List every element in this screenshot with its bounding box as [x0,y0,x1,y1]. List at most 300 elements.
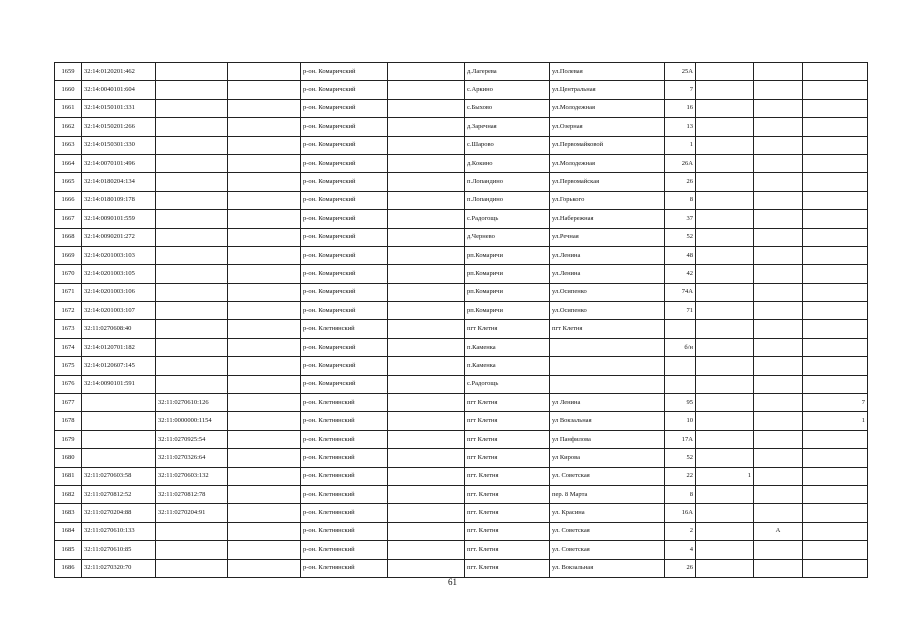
cell-settlement: пгт Клетня [465,449,550,467]
table-row [55,283,868,301]
cell-extra-3 [803,265,868,283]
cell-street: ул.Первомайская [550,173,665,191]
cell-row-number: 1674 [55,338,82,356]
cell-extra-2 [754,81,803,99]
cell-house-number: 8 [665,191,696,209]
cell-street: ул.Озерная [550,118,665,136]
cell-cadastral-number-2 [156,63,228,81]
cell-extra-1 [696,81,754,99]
cell-empty [228,559,301,577]
cell-house-number: 1 [665,136,696,154]
cell-house-number: 22 [665,467,696,485]
cell-extra-3 [803,449,868,467]
cell-empty [388,136,465,154]
cell-street [550,375,665,393]
cell-cadastral-number-2: 32:11:0270610:126 [156,394,228,412]
cell-extra-1 [696,210,754,228]
table-row [55,136,868,154]
cell-row-number: 1669 [55,246,82,264]
cell-row-number: 1661 [55,99,82,117]
cell-empty [228,504,301,522]
cell-street: ул. Советская [550,522,665,540]
cell-district: р-он. Комаричский [301,283,388,301]
cell-house-number: 7 [665,81,696,99]
cell-empty [228,522,301,540]
cell-empty [388,246,465,264]
cell-house-number: 8 [665,485,696,503]
cell-extra-2 [754,449,803,467]
cell-cadastral-number: 32:14:0090101:559 [82,210,156,228]
cell-cadastral-number: 32:14:0120701:182 [82,338,156,356]
cell-settlement: пгт. Клетня [465,559,550,577]
cell-row-number: 1679 [55,430,82,448]
cell-street: ул.Молодежная [550,154,665,172]
cell-extra-1 [696,136,754,154]
cell-cadastral-number: 32:14:0090101:591 [82,375,156,393]
cell-district: р-он. Комаричский [301,191,388,209]
cell-house-number: 48 [665,246,696,264]
cell-street: ул. Красина [550,504,665,522]
cell-extra-2 [754,541,803,559]
cell-cadastral-number-2 [156,302,228,320]
cell-settlement: рп.Комаричи [465,246,550,264]
cell-settlement: пгт Клетня [465,394,550,412]
cell-district: р-он. Клетнянский [301,412,388,430]
cell-extra-1 [696,99,754,117]
cell-street: ул.Первомайковой [550,136,665,154]
cell-district: р-он. Клетнянский [301,559,388,577]
cell-row-number: 1665 [55,173,82,191]
cell-row-number: 1676 [55,375,82,393]
cell-empty [228,228,301,246]
cell-settlement: п.Лопандино [465,191,550,209]
cell-settlement: с.Шарово [465,136,550,154]
cell-house-number: 42 [665,265,696,283]
cell-settlement: п.Каменка [465,338,550,356]
cell-extra-3 [803,504,868,522]
table-row [55,63,868,81]
cell-extra-3 [803,338,868,356]
cell-cadastral-number: 32:14:0150301:330 [82,136,156,154]
cell-extra-1: 1 [696,467,754,485]
cell-district: р-он. Комаричский [301,210,388,228]
cell-extra-2 [754,246,803,264]
cell-extra-3 [803,559,868,577]
cell-row-number: 1663 [55,136,82,154]
cell-extra-2 [754,228,803,246]
cell-cadastral-number-2 [156,173,228,191]
cell-empty [388,302,465,320]
cell-district: р-он. Клетнянский [301,485,388,503]
cell-row-number: 1684 [55,522,82,540]
cell-settlement: д.Заречная [465,118,550,136]
cell-district: р-он. Комаричский [301,136,388,154]
cell-cadastral-number: 32:14:0040101:604 [82,81,156,99]
cell-extra-3 [803,81,868,99]
cell-extra-3 [803,541,868,559]
cell-empty [388,283,465,301]
cell-settlement: д.Лагерева [465,63,550,81]
cell-empty [388,265,465,283]
cell-extra-1 [696,265,754,283]
cell-cadastral-number: 32:14:0201003:103 [82,246,156,264]
cell-row-number: 1662 [55,118,82,136]
cell-extra-1 [696,522,754,540]
cell-extra-2 [754,485,803,503]
cell-extra-2 [754,99,803,117]
cell-district: р-он. Комаричский [301,154,388,172]
table-row [55,394,868,412]
cell-empty [388,485,465,503]
cell-extra-1 [696,302,754,320]
cell-house-number: 71 [665,302,696,320]
cell-district: р-он. Клетнянский [301,467,388,485]
cell-street: ул.Ленина [550,246,665,264]
cell-house-number: 52 [665,449,696,467]
cell-cadastral-number: 32:14:0201003:105 [82,265,156,283]
cell-street: ул Ленина [550,394,665,412]
table-row [55,412,868,430]
cell-cadastral-number: 32:11:0270610:133 [82,522,156,540]
cell-extra-2 [754,173,803,191]
cell-empty [388,375,465,393]
cell-extra-2 [754,357,803,375]
cell-empty [388,320,465,338]
cell-extra-1 [696,559,754,577]
cell-settlement: д.Кокино [465,154,550,172]
table-row [55,449,868,467]
cell-cadastral-number: 32:14:0090201:272 [82,228,156,246]
cell-street: ул.Осипенко [550,302,665,320]
cell-empty [228,485,301,503]
cell-empty [388,210,465,228]
cell-empty [228,118,301,136]
cell-cadastral-number: 32:11:0270603:58 [82,467,156,485]
table-row [55,191,868,209]
cell-empty [388,449,465,467]
cell-street: ул. Советская [550,541,665,559]
cell-empty [388,394,465,412]
cell-house-number: 26А [665,154,696,172]
cell-empty [388,173,465,191]
cell-district: р-он. Комаричский [301,118,388,136]
cell-cadastral-number: 32:14:0150101:331 [82,99,156,117]
cell-cadastral-number [82,430,156,448]
cell-extra-3 [803,302,868,320]
cell-street: ул Вокзальная [550,412,665,430]
cell-street: ул. Вокзальная [550,559,665,577]
cell-cadastral-number: 32:14:0150201:266 [82,118,156,136]
cell-district: р-он. Комаричский [301,375,388,393]
cell-district: р-он. Комаричский [301,81,388,99]
cell-settlement: пгт. Клетня [465,522,550,540]
cell-district: р-он. Комаричский [301,338,388,356]
cell-cadastral-number-2 [156,541,228,559]
cell-cadastral-number-2 [156,320,228,338]
cell-cadastral-number: 32:14:0120607:145 [82,357,156,375]
cell-cadastral-number-2 [156,99,228,117]
cell-settlement: рп.Комаричи [465,302,550,320]
cell-district: р-он. Комаричский [301,228,388,246]
cell-extra-2 [754,320,803,338]
cell-cadastral-number-2 [156,81,228,99]
cell-extra-1 [696,357,754,375]
cell-empty [388,559,465,577]
cell-extra-1 [696,485,754,503]
cell-cadastral-number [82,449,156,467]
cell-cadastral-number-2 [156,265,228,283]
table-row [55,430,868,448]
cell-extra-1 [696,412,754,430]
cell-settlement: рп.Комаричи [465,265,550,283]
cell-empty [228,99,301,117]
table-body [55,63,868,578]
cell-extra-1 [696,541,754,559]
cell-cadastral-number-2 [156,154,228,172]
cell-cadastral-number-2 [156,191,228,209]
cell-extra-3: 1 [803,412,868,430]
cell-street: ул. Советская [550,467,665,485]
cell-row-number: 1671 [55,283,82,301]
cell-extra-1 [696,191,754,209]
cell-cadastral-number: 32:14:0201003:106 [82,283,156,301]
table-row [55,81,868,99]
cell-district: р-он. Комаричский [301,265,388,283]
cell-house-number: 95 [665,394,696,412]
cell-district: р-он. Клетнянский [301,504,388,522]
cell-empty [228,320,301,338]
table-row [55,173,868,191]
cell-empty [388,228,465,246]
cell-district: р-он. Комаричский [301,246,388,264]
cell-house-number: 25А [665,63,696,81]
cell-empty [228,81,301,99]
cell-row-number: 1667 [55,210,82,228]
cell-settlement: с.Аркино [465,81,550,99]
cell-empty [228,430,301,448]
table-row [55,467,868,485]
cell-cadastral-number-2 [156,357,228,375]
cell-settlement: пгт Клетня [465,412,550,430]
cell-extra-2 [754,504,803,522]
cell-empty [388,191,465,209]
cell-empty [228,136,301,154]
cell-extra-1 [696,228,754,246]
cell-cadastral-number: 32:11:0270812:52 [82,485,156,503]
cell-empty [228,375,301,393]
cell-extra-2 [754,430,803,448]
cell-street: ул.Центральная [550,81,665,99]
cell-street [550,357,665,375]
table-row [55,154,868,172]
cell-extra-3 [803,467,868,485]
table-row [55,375,868,393]
cell-empty [228,210,301,228]
cell-district: р-он. Комаричский [301,357,388,375]
address-registry-table [54,62,868,578]
cell-empty [228,412,301,430]
cell-empty [388,154,465,172]
cell-cadastral-number-2: 32:11:0270603:132 [156,467,228,485]
cell-extra-2 [754,118,803,136]
cell-street: ул.Горького [550,191,665,209]
cell-street: ул.Полевая [550,63,665,81]
cell-street: ул.Набережная [550,210,665,228]
cell-settlement: пгт Клетня [465,320,550,338]
table-row [55,118,868,136]
cell-empty [228,357,301,375]
cell-district: р-он. Клетнянский [301,394,388,412]
cell-extra-1 [696,375,754,393]
cell-cadastral-number: 32:14:0201003:107 [82,302,156,320]
cell-empty [388,541,465,559]
cell-cadastral-number [82,394,156,412]
table-row [55,210,868,228]
cell-empty [228,449,301,467]
cell-cadastral-number [82,412,156,430]
cell-house-number [665,320,696,338]
cell-extra-3 [803,136,868,154]
table-row [55,485,868,503]
cell-extra-3 [803,154,868,172]
cell-district: р-он. Комаричский [301,173,388,191]
cell-house-number [665,375,696,393]
cell-settlement: с.Быхово [465,99,550,117]
cell-settlement: пгт. Клетня [465,485,550,503]
cell-extra-2 [754,338,803,356]
cell-row-number: 1681 [55,467,82,485]
cell-cadastral-number-2 [156,246,228,264]
cell-empty [228,173,301,191]
cell-extra-2 [754,191,803,209]
cell-extra-1 [696,118,754,136]
table-row [55,338,868,356]
cell-cadastral-number-2: 32:11:0270326:64 [156,449,228,467]
cell-extra-3 [803,357,868,375]
cell-empty [388,357,465,375]
cell-extra-3 [803,485,868,503]
cell-empty [388,504,465,522]
cell-empty [388,467,465,485]
cell-cadastral-number-2: 32:11:0000000:1154 [156,412,228,430]
cell-street: ул.Ленина [550,265,665,283]
cell-cadastral-number: 32:11:0270320:70 [82,559,156,577]
cell-district: р-он. Клетнянский [301,522,388,540]
cell-street: пгт Клетня [550,320,665,338]
cell-street: ул Панфилова [550,430,665,448]
cell-empty [228,394,301,412]
cell-extra-3 [803,430,868,448]
cell-district: р-он. Клетнянский [301,541,388,559]
table-row [55,99,868,117]
cell-row-number: 1670 [55,265,82,283]
cell-row-number: 1682 [55,485,82,503]
cell-row-number: 1686 [55,559,82,577]
cell-empty [228,302,301,320]
table-row [55,320,868,338]
cell-street: ул Кирова [550,449,665,467]
cell-empty [388,81,465,99]
cell-house-number: 37 [665,210,696,228]
cell-house-number: 2 [665,522,696,540]
cell-extra-2 [754,412,803,430]
cell-house-number: 52 [665,228,696,246]
cell-extra-1 [696,173,754,191]
cell-settlement: рп.Комаричи [465,283,550,301]
page-number: 61 [448,577,457,587]
cell-cadastral-number-2 [156,118,228,136]
cell-extra-3 [803,246,868,264]
cell-row-number: 1659 [55,63,82,81]
cell-extra-3 [803,210,868,228]
cell-settlement: п.Каменка [465,357,550,375]
cell-extra-1 [696,154,754,172]
cell-empty [388,99,465,117]
cell-extra-2 [754,136,803,154]
cell-extra-3 [803,118,868,136]
cell-house-number: 26 [665,173,696,191]
cell-extra-1 [696,449,754,467]
cell-extra-3 [803,375,868,393]
cell-extra-2 [754,375,803,393]
table-row [55,228,868,246]
cell-district: р-он. Клетнянский [301,430,388,448]
cell-empty [388,338,465,356]
cell-cadastral-number-2 [156,283,228,301]
cell-house-number: 26 [665,559,696,577]
cell-cadastral-number-2 [156,559,228,577]
cell-extra-3 [803,63,868,81]
cell-row-number: 1672 [55,302,82,320]
table-row [55,541,868,559]
cell-extra-1 [696,430,754,448]
cell-district: р-он. Клетнянский [301,320,388,338]
cell-extra-3 [803,99,868,117]
cell-house-number: 13 [665,118,696,136]
cell-district: р-он. Комаричский [301,63,388,81]
cell-district: р-он. Клетнянский [301,449,388,467]
cell-extra-1 [696,338,754,356]
cell-empty [228,283,301,301]
cell-extra-2 [754,467,803,485]
cell-extra-2 [754,302,803,320]
cell-extra-3 [803,283,868,301]
cell-extra-2 [754,394,803,412]
cell-empty [388,63,465,81]
cell-cadastral-number: 32:14:0180204:134 [82,173,156,191]
cell-row-number: 1685 [55,541,82,559]
cell-cadastral-number-2: 32:11:0270812:78 [156,485,228,503]
cell-settlement: с.Радогощь [465,210,550,228]
cell-house-number: 10 [665,412,696,430]
cell-extra-1 [696,320,754,338]
cell-row-number: 1683 [55,504,82,522]
cell-empty [228,265,301,283]
cell-extra-2 [754,283,803,301]
cell-row-number: 1668 [55,228,82,246]
cell-empty [228,541,301,559]
table-row [55,357,868,375]
cell-cadastral-number-2 [156,375,228,393]
table-row [55,246,868,264]
cell-extra-2: А [754,522,803,540]
cell-empty [228,338,301,356]
cell-row-number: 1673 [55,320,82,338]
cell-house-number [665,357,696,375]
cell-extra-3: 7 [803,394,868,412]
cell-cadastral-number-2 [156,522,228,540]
cell-extra-1 [696,283,754,301]
